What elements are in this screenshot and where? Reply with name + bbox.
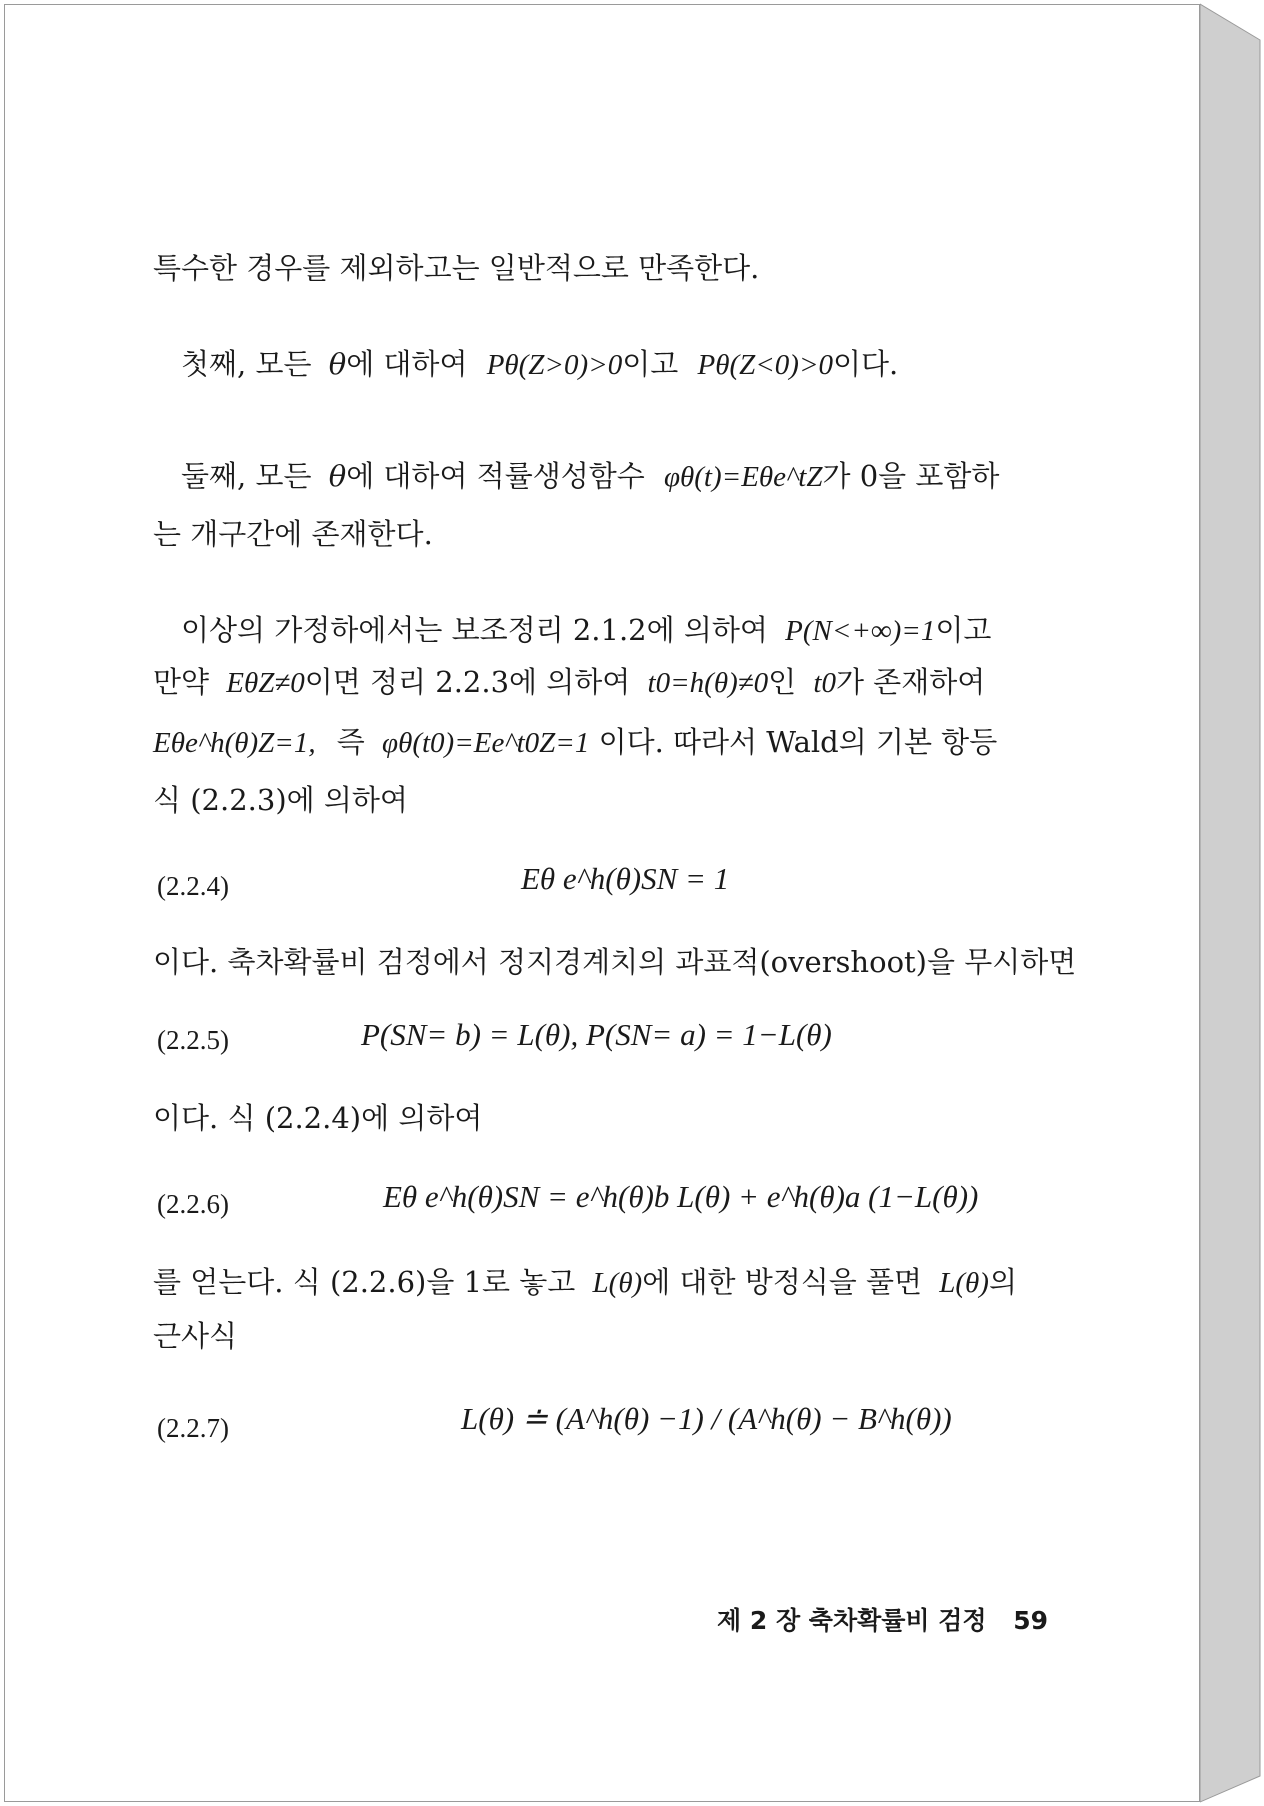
paragraph-intro: 특수한 경우를 제외하고는 일반적으로 만족한다. [153,251,760,285]
math-L-theta: L(θ) [939,1267,989,1299]
equation-2-2-6: Eθ e^h(θ)SN = e^h(θ)b L(θ) + e^h(θ)a (1−L(θ)) [383,1179,979,1214]
text: 이상의 가정하에서는 보조정리 2.1.2에 의하여 [181,613,768,647]
text: 첫째, 모든 [181,347,312,381]
page-footer [717,1601,1048,1637]
page-number: 59 [1013,1606,1049,1635]
paragraph-overshoot: 이다. 축차확률비 검정에서 정지경계치의 과표적(overshoot)을 무시하면 [153,945,1077,979]
math-mgf: φθ(t)=Eθe^tZ [663,461,823,493]
text: 만약 [153,665,210,699]
math-p4-eq3: t0=h(θ)≠0 [647,667,769,699]
text: 에 대하여 [346,347,468,381]
text: 가 0을 포함하 [822,459,1000,493]
paragraph-by-eq: 이다. 식 (2.2.4)에 의하여 [153,1101,483,1135]
equation-2-2-4: Eθ e^h(θ)SN = 1 [521,861,730,896]
text: 인 [768,665,797,699]
text: 에 대하여 적률생성함수 [346,459,645,493]
paragraph-result-line1 [153,1265,1017,1301]
paragraph-first-condition [181,347,898,383]
text: 둘째, 모든 [181,459,312,493]
equation-number: (2.2.5) [157,1025,229,1055]
book-page [4,4,1200,1802]
math-p4-eq2: EθZ≠0 [226,667,305,699]
text: 이면 정리 2.2.3에 의하여 [304,665,631,699]
equation-number: (2.2.7) [157,1413,229,1443]
text: 이다. 따라서 Wald의 기본 항등 [598,725,998,759]
text: 이고 [935,613,992,647]
book-page-edge [1200,0,1264,1806]
math-theta: θ [328,347,347,381]
math-p4-eq1: P(N<+∞)=1 [785,615,936,647]
equation-number: (2.2.6) [157,1189,229,1219]
paragraph-assumption-line1 [181,613,991,649]
paragraph-assumption-line3 [153,725,997,761]
equation-2-2-7: L(θ) ≐ (A^h(θ) −1) / (A^h(θ) − B^h(θ)) [461,1401,952,1436]
text: 에 대한 방정식을 풀면 [642,1265,923,1299]
math-L-theta: L(θ) [592,1267,643,1299]
text: 가 존재하여 [835,665,986,699]
text: 의 [988,1265,1017,1299]
math-p4-eq4: t0 [813,667,836,699]
math-p4-eq6: φθ(t0)=Ee^t0Z=1 [382,727,590,759]
paragraph-result-line2: 근사식 [153,1319,238,1353]
paragraph-second-condition-line1 [181,459,999,495]
math-p2-eq1: Pθ(Z>0)>0 [486,349,623,381]
paragraph-assumption-line2 [153,665,985,701]
equation-2-2-5: P(SN= b) = L(θ), P(SN= a) = 1−L(θ) [361,1017,832,1052]
equation-number: (2.2.4) [157,871,229,901]
text: 즉 [336,725,365,759]
math-p4-eq5: Eθe^h(θ)Z=1, [153,727,316,759]
math-theta: θ [328,459,347,493]
paragraph-assumption-line4: 식 (2.2.3)에 의하여 [153,783,408,817]
chapter-title: 제 2 장 축차확률비 검정 [717,1606,987,1635]
text: 이다. [833,347,899,381]
text: 를 얻는다. 식 (2.2.6)을 1로 놓고 [153,1265,576,1299]
math-p2-eq2: Pθ(Z<0)>0 [697,349,834,381]
text: 이고 [622,347,679,381]
paragraph-second-condition-line2: 는 개구간에 존재한다. [153,517,433,551]
